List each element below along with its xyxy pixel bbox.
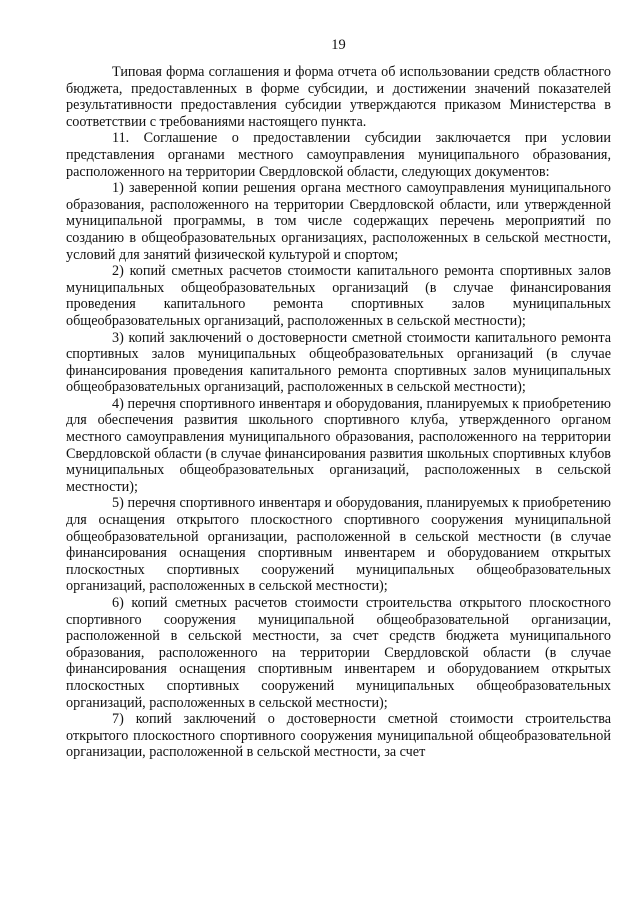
list-item-5: 5) перечня спортивного инвентаря и оборудования, планируемых к приобретению для оснащения открытого плоскостного спортивного сооружения муниципальной общеобразовательной организации, расположенной в сельской местности (в случае финансирования оснащения спортивным инвентарем и оборудованием открытых плоскостных спортивных сооружений муниципальных общеобразовательных организаций, расположенных в сельской местности);: [66, 495, 611, 595]
list-item-4: 4) перечня спортивного инвентаря и оборудования, планируемых к приобретению для обеспечения развития школьного спортивного клуба, утвержденного органом местного самоуправления муниципального образования, расположенного на территории Свердловской области (в случае финансирования развития школьных спортивных клубов муниципальных общеобразовательных организаций, расположенных в сельской местности);: [66, 395, 611, 495]
paragraph-intro: Типовая форма соглашения и форма отчета об использовании средств областного бюджета, предоставленных в форме субсидии, и достижении значений показателей результативности предоставления субсидии утверждаются приказом Министерства в соответствии с требованиями настоящего пункта.: [66, 64, 611, 130]
page-number: 19: [331, 37, 346, 53]
list-item-3: 3) копий заключений о достоверности сметной стоимости капитального ремонта спортивных залов муниципальных общеобразовательных организаций (в случае финансирования проведения капитального ремонта спортивных залов муниципальных общеобразовательных организаций, расположенных в сельской местности);: [66, 329, 611, 396]
list-item-2: 2) копий сметных расчетов стоимости капитального ремонта спортивных залов муниципальных общеобразовательных организаций (в случае финансирования проведения капитального ремонта спортивных залов муниципальных общеобразовательных организаций, расположенных в сельской местности);: [66, 263, 611, 329]
list-item-7: 7) копий заключений о достоверности сметной стоимости строительства открытого плоскостного спортивного сооружения муниципальной общеобразовательной организации, расположенной в сельской местности, за счет: [66, 711, 611, 761]
document-page: [66, 0, 611, 761]
document-body: [66, 64, 611, 761]
list-item-6: 6) копий сметных расчетов стоимости строительства открытого плоскостного спортивного сооружения муниципальной общеобразовательной организации, расположенной в сельской местности, за счет средств бюджета муниципального образования, расположенного на территории Свердловской области (в случае финансирования оснащения спортивным инвентарем и оборудованием открытых плоскостных спортивных сооружений муниципальных общеобразовательных организаций, расположенных в сельской местности);: [66, 595, 611, 711]
list-item-1: 1) заверенной копии решения органа местного самоуправления муниципального образования, расположенного на территории Свердловской области, или утвержденной муниципальной программы, в том числе содержащих перечень мероприятий по созданию в общеобразовательных организациях, расположенных в сельской местности, условий для занятий физической культурой и спортом;: [66, 180, 611, 263]
paragraph-clause-11: 11. Соглашение о предоставлении субсидии заключается при условии представления органами местного самоуправления муниципального образования, расположенного на территории Свердловской области, следующих документов:: [66, 130, 611, 180]
